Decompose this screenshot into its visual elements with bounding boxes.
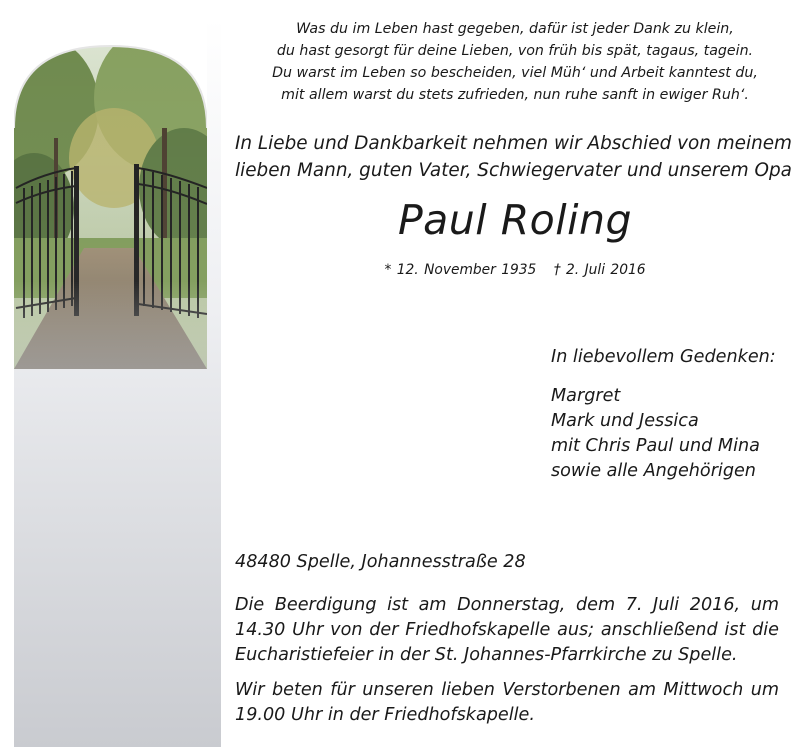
life-dates <box>230 260 800 280</box>
mourner-name: sowie alle Angehörigen <box>551 461 756 481</box>
farewell-intro <box>235 130 795 184</box>
prayer-notice: Wir beten für unseren lieben Verstorbenen am Mittwoch um 19.00 Uhr in der Friedhofskapelle. <box>235 680 779 725</box>
burial-notice: Die Beerdigung ist am Donnerstag, dem 7. Juli 2016, um 14.30 Uhr von der Friedhofskapelle aus; anschließend ist die Eucharistiefeier in der St. Johannes-Pfarrkirche zu Spelle. <box>235 595 779 665</box>
deceased-name: Paul Roling <box>397 196 633 244</box>
mourner-name: Mark und Jessica <box>551 411 699 431</box>
mourner-name: mit Chris Paul und Mina <box>551 436 760 456</box>
cemetery-gate-photo <box>14 18 207 369</box>
death-date: † 2. Juli 2016 <box>553 262 646 278</box>
mourners-heading: In liebevollem Gedenken: <box>551 347 776 367</box>
family-address: 48480 Spelle, Johannesstraße 28 <box>235 552 526 572</box>
birth-date: * 12. November 1935 <box>384 262 537 278</box>
intro-line: lieben Mann, guten Vater, Schwiegervater und unserem Opa <box>235 160 792 181</box>
poem-line: du hast gesorgt für deine Lieben, von früh bis spät, tagaus, tagein. <box>276 43 754 59</box>
poem-line: Du warst im Leben so bescheiden, viel Müh‘ und Arbeit kanntest du, <box>272 65 758 81</box>
intro-line: In Liebe und Dankbarkeit nehmen wir Abschied von meinem <box>235 133 792 154</box>
poem-line: Was du im Leben hast gegeben, dafür ist jeder Dank zu klein, <box>296 21 734 37</box>
mourner-name: Margret <box>551 386 621 406</box>
memorial-poem <box>230 18 800 106</box>
poem-line: mit allem warst du stets zufrieden, nun ruhe sanft in ewiger Ruh‘. <box>281 87 749 103</box>
mourners-block <box>551 345 800 484</box>
